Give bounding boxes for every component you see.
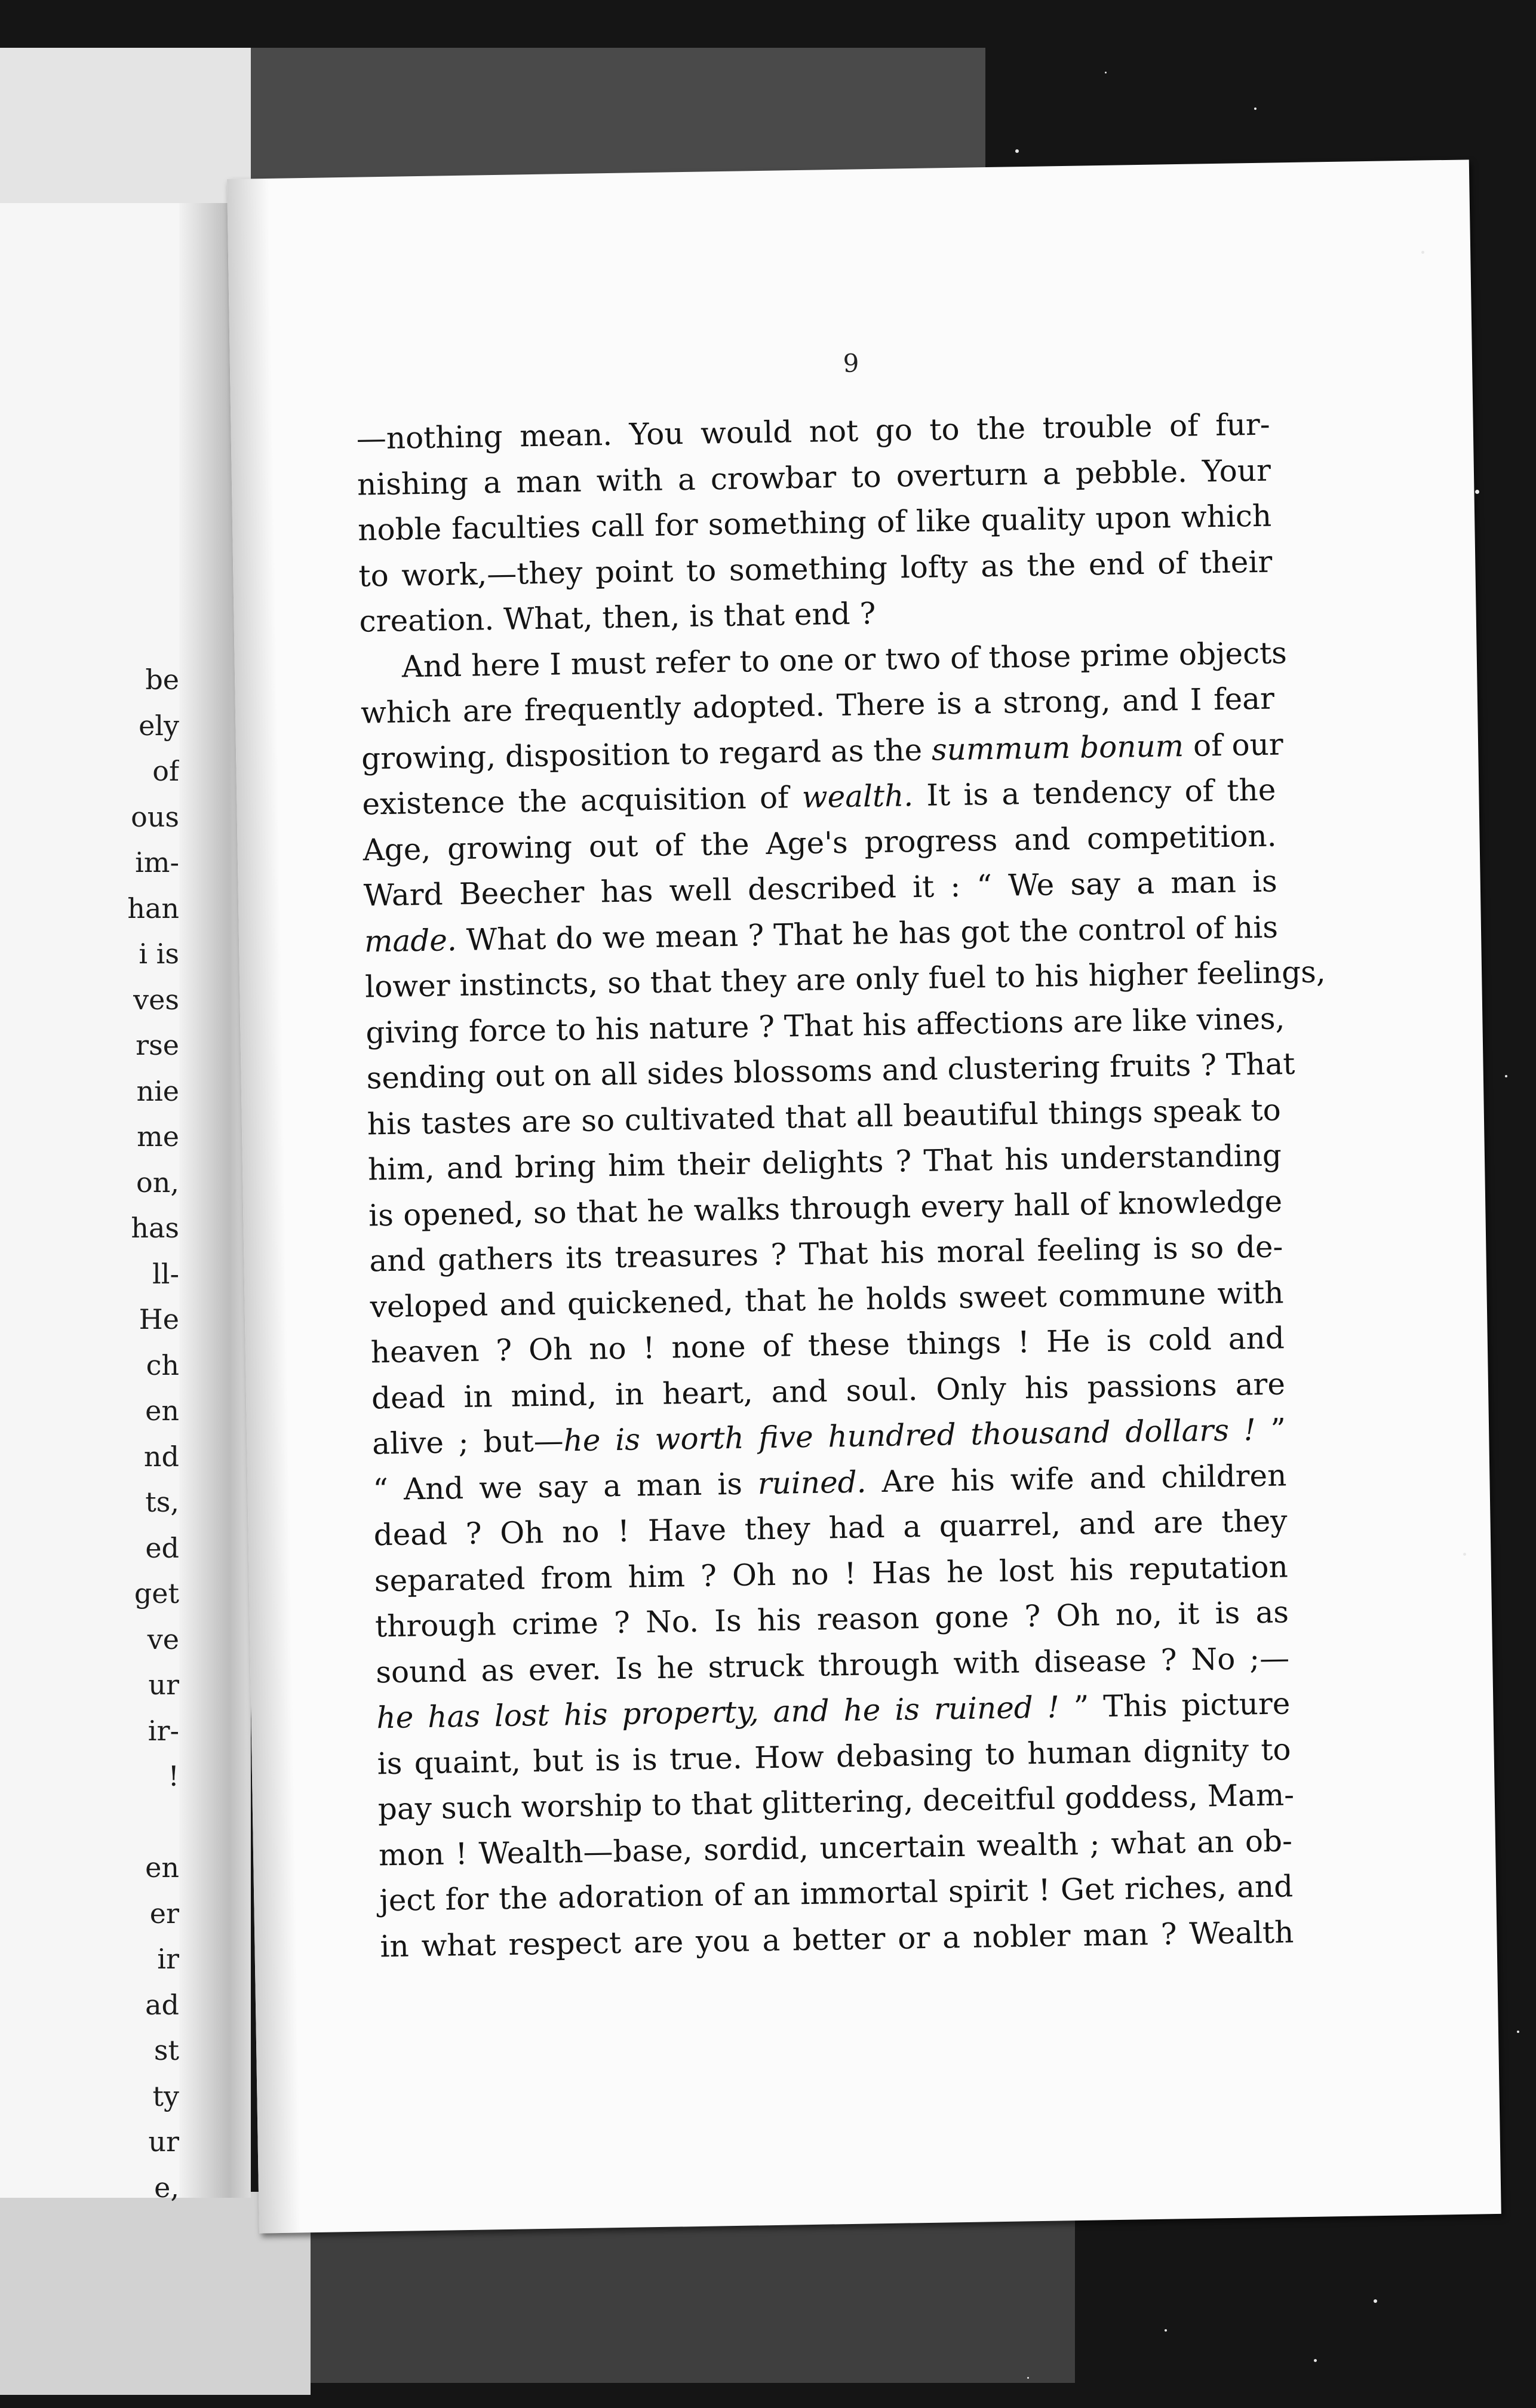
- text-run: ”: [1255, 1412, 1286, 1448]
- text-line: which are frequently adopted. There is a strong, and I fear: [360, 681, 1275, 730]
- film-speck: [1027, 2377, 1029, 2379]
- text-line: through crime ? No. Is his reason gone ? Oh no, it is as: [374, 1595, 1289, 1644]
- film-speck: [1015, 149, 1019, 153]
- text-line: his tastes are so cultivated that all beautiful things speak to: [367, 1092, 1282, 1142]
- text-line: is quaint, but is is true. How debasing to human dignity to: [377, 1731, 1291, 1781]
- text-line: —nothing mean. You would not go to the trouble of fur-: [356, 407, 1271, 456]
- text-line: giving force to his nature ? That his affections are like vines,: [365, 1000, 1285, 1051]
- text-line: lower instincts, so that they are only fuel to his higher feelings,: [364, 954, 1326, 1005]
- text-run: It is a tendency of the: [913, 772, 1276, 813]
- italic-text-run: he is worth five hundred thousand dollars !: [563, 1412, 1257, 1458]
- page-body-text: [356, 402, 1326, 1970]
- text-line: is opened, so that he walks through every hall of knowledge: [368, 1183, 1283, 1233]
- text-line: and gathers its treasures ? That his moral feeling is so de-: [369, 1229, 1283, 1279]
- text-run: Are his wife and children: [866, 1457, 1287, 1499]
- italic-text-run: summum bonum: [931, 728, 1184, 767]
- italic-text-run: wealth.: [801, 778, 914, 815]
- film-speck: [1421, 251, 1424, 254]
- left-page-fragment: nd: [143, 1440, 179, 1473]
- film-speck: [1505, 1075, 1507, 1077]
- left-page-fragment: !: [168, 1760, 179, 1792]
- left-page-fragment: be: [145, 664, 179, 696]
- left-page-fragment: ir-: [148, 1714, 179, 1747]
- left-page-fragment: ts,: [145, 1486, 179, 1518]
- right-page: [227, 159, 1501, 2233]
- text-line: mon ! Wealth—base, sordid, uncertain wealth ; what an ob-: [378, 1823, 1293, 1872]
- left-page-fragment: ed: [145, 1531, 179, 1564]
- binding-left-top: [0, 48, 251, 219]
- text-run: growing, disposition to regard as the: [361, 732, 932, 776]
- left-page-fragment: rse: [136, 1029, 179, 1061]
- left-page-fragment: en: [145, 1851, 179, 1884]
- text-line: dead in mind, in heart, and soul. Only his passions are: [371, 1366, 1286, 1415]
- left-page-fragment: ad: [145, 1988, 179, 2021]
- text-line: separated from him ? Oh no ! Has he lost his reputation: [374, 1549, 1289, 1598]
- left-page-fragment: ir: [157, 1943, 179, 1975]
- text-run: alive ; but—: [371, 1423, 564, 1461]
- text-run: “ And we say a man is: [373, 1466, 758, 1507]
- left-page-fragment: nie: [136, 1074, 179, 1107]
- left-page-fragment: has: [131, 1212, 179, 1244]
- left-page-fragment: i is: [139, 938, 179, 970]
- left-page-fragment: e,: [154, 2171, 179, 2204]
- left-page-fragment: ur: [148, 2126, 179, 2158]
- left-page-fragment: of: [152, 755, 179, 787]
- left-page-fragment: me: [137, 1120, 179, 1153]
- text-line: Ward Beecher has well described it : “ We say a man is: [363, 864, 1278, 913]
- left-page-fragment: ch: [146, 1349, 179, 1381]
- left-page-fragment: im-: [135, 846, 179, 879]
- left-page-fragment: ur: [148, 1669, 179, 1701]
- text-line: sound as ever. Is he struck through with disease ? No ;—: [375, 1640, 1290, 1690]
- film-speck: [1165, 2329, 1167, 2332]
- text-line: heaven ? Oh no ! none of these things ! He is cold and: [370, 1320, 1285, 1370]
- left-page-fragment: ve: [147, 1623, 179, 1656]
- left-page-line-fragments: [0, 657, 179, 2210]
- left-page-fragment: han: [127, 892, 179, 924]
- film-speck: [1517, 2031, 1519, 2033]
- left-page-fragment: ous: [131, 800, 179, 833]
- text-line: nishing a man with a crowbar to overturn a pebble. Your: [357, 453, 1271, 502]
- left-page-fragment: [0, 1799, 179, 1845]
- left-page-fragment: He: [139, 1303, 179, 1335]
- text-line: dead ? Oh no ! Have they had a quarrel, and are they: [373, 1503, 1288, 1553]
- text-run: existence the acquisition of: [362, 780, 803, 822]
- left-page-fragment: get: [134, 1577, 179, 1610]
- film-speck: [1475, 490, 1479, 494]
- film-speck: [1254, 108, 1257, 110]
- left-page-fragment: ely: [139, 709, 179, 742]
- text-line: And here I must refer to one or two of those prime objects: [401, 635, 1288, 684]
- left-page-fragment: ty: [152, 2080, 179, 2112]
- text-line: in what respect are you a better or a nobler man ? Wealth: [380, 1914, 1294, 1964]
- left-page-fragment: st: [153, 2034, 179, 2066]
- left-page-fragment: ll-: [152, 1257, 179, 1290]
- text-run: What do we mean ? That he has got the control of his: [456, 910, 1279, 957]
- film-speck: [1374, 2299, 1377, 2303]
- text-line: to work,—they point to something lofty as the end of their: [358, 544, 1273, 594]
- film-speck: [1314, 2359, 1317, 2362]
- text-run: of our: [1183, 726, 1284, 763]
- page-number: 9: [843, 348, 859, 378]
- film-speck: [1105, 72, 1107, 73]
- text-line: sending out on all sides blossoms and clustering fruits ? That: [366, 1046, 1295, 1096]
- left-page-fragment: en: [145, 1395, 179, 1427]
- left-page-fragment: on,: [136, 1166, 179, 1199]
- italic-text-run: he has lost his property, and he is ruined !: [376, 1690, 1060, 1736]
- text-run: ” This picture: [1059, 1686, 1291, 1725]
- left-page-fragment: ves: [133, 983, 179, 1016]
- text-line: veloped and quickened, that he holds sweet commune with: [370, 1274, 1284, 1324]
- film-speck: [1463, 1553, 1466, 1556]
- text-line: noble faculties call for something of like quality upon which: [357, 498, 1272, 548]
- text-line: creation. What, then, is that end ?: [359, 596, 876, 639]
- text-line: pay such worship to that glittering, deceitful goddess, Mam-: [377, 1777, 1295, 1827]
- italic-text-run: made.: [364, 922, 457, 959]
- italic-text-run: ruined.: [757, 1464, 867, 1501]
- text-line: Age, growing out of the Age's progress and competition.: [363, 818, 1277, 868]
- text-line: ject for the adoration of an immortal spirit ! Get riches, and: [379, 1869, 1294, 1918]
- text-line: him, and bring him their delights ? That his understanding: [367, 1138, 1282, 1187]
- left-page-fragment: er: [149, 1897, 179, 1930]
